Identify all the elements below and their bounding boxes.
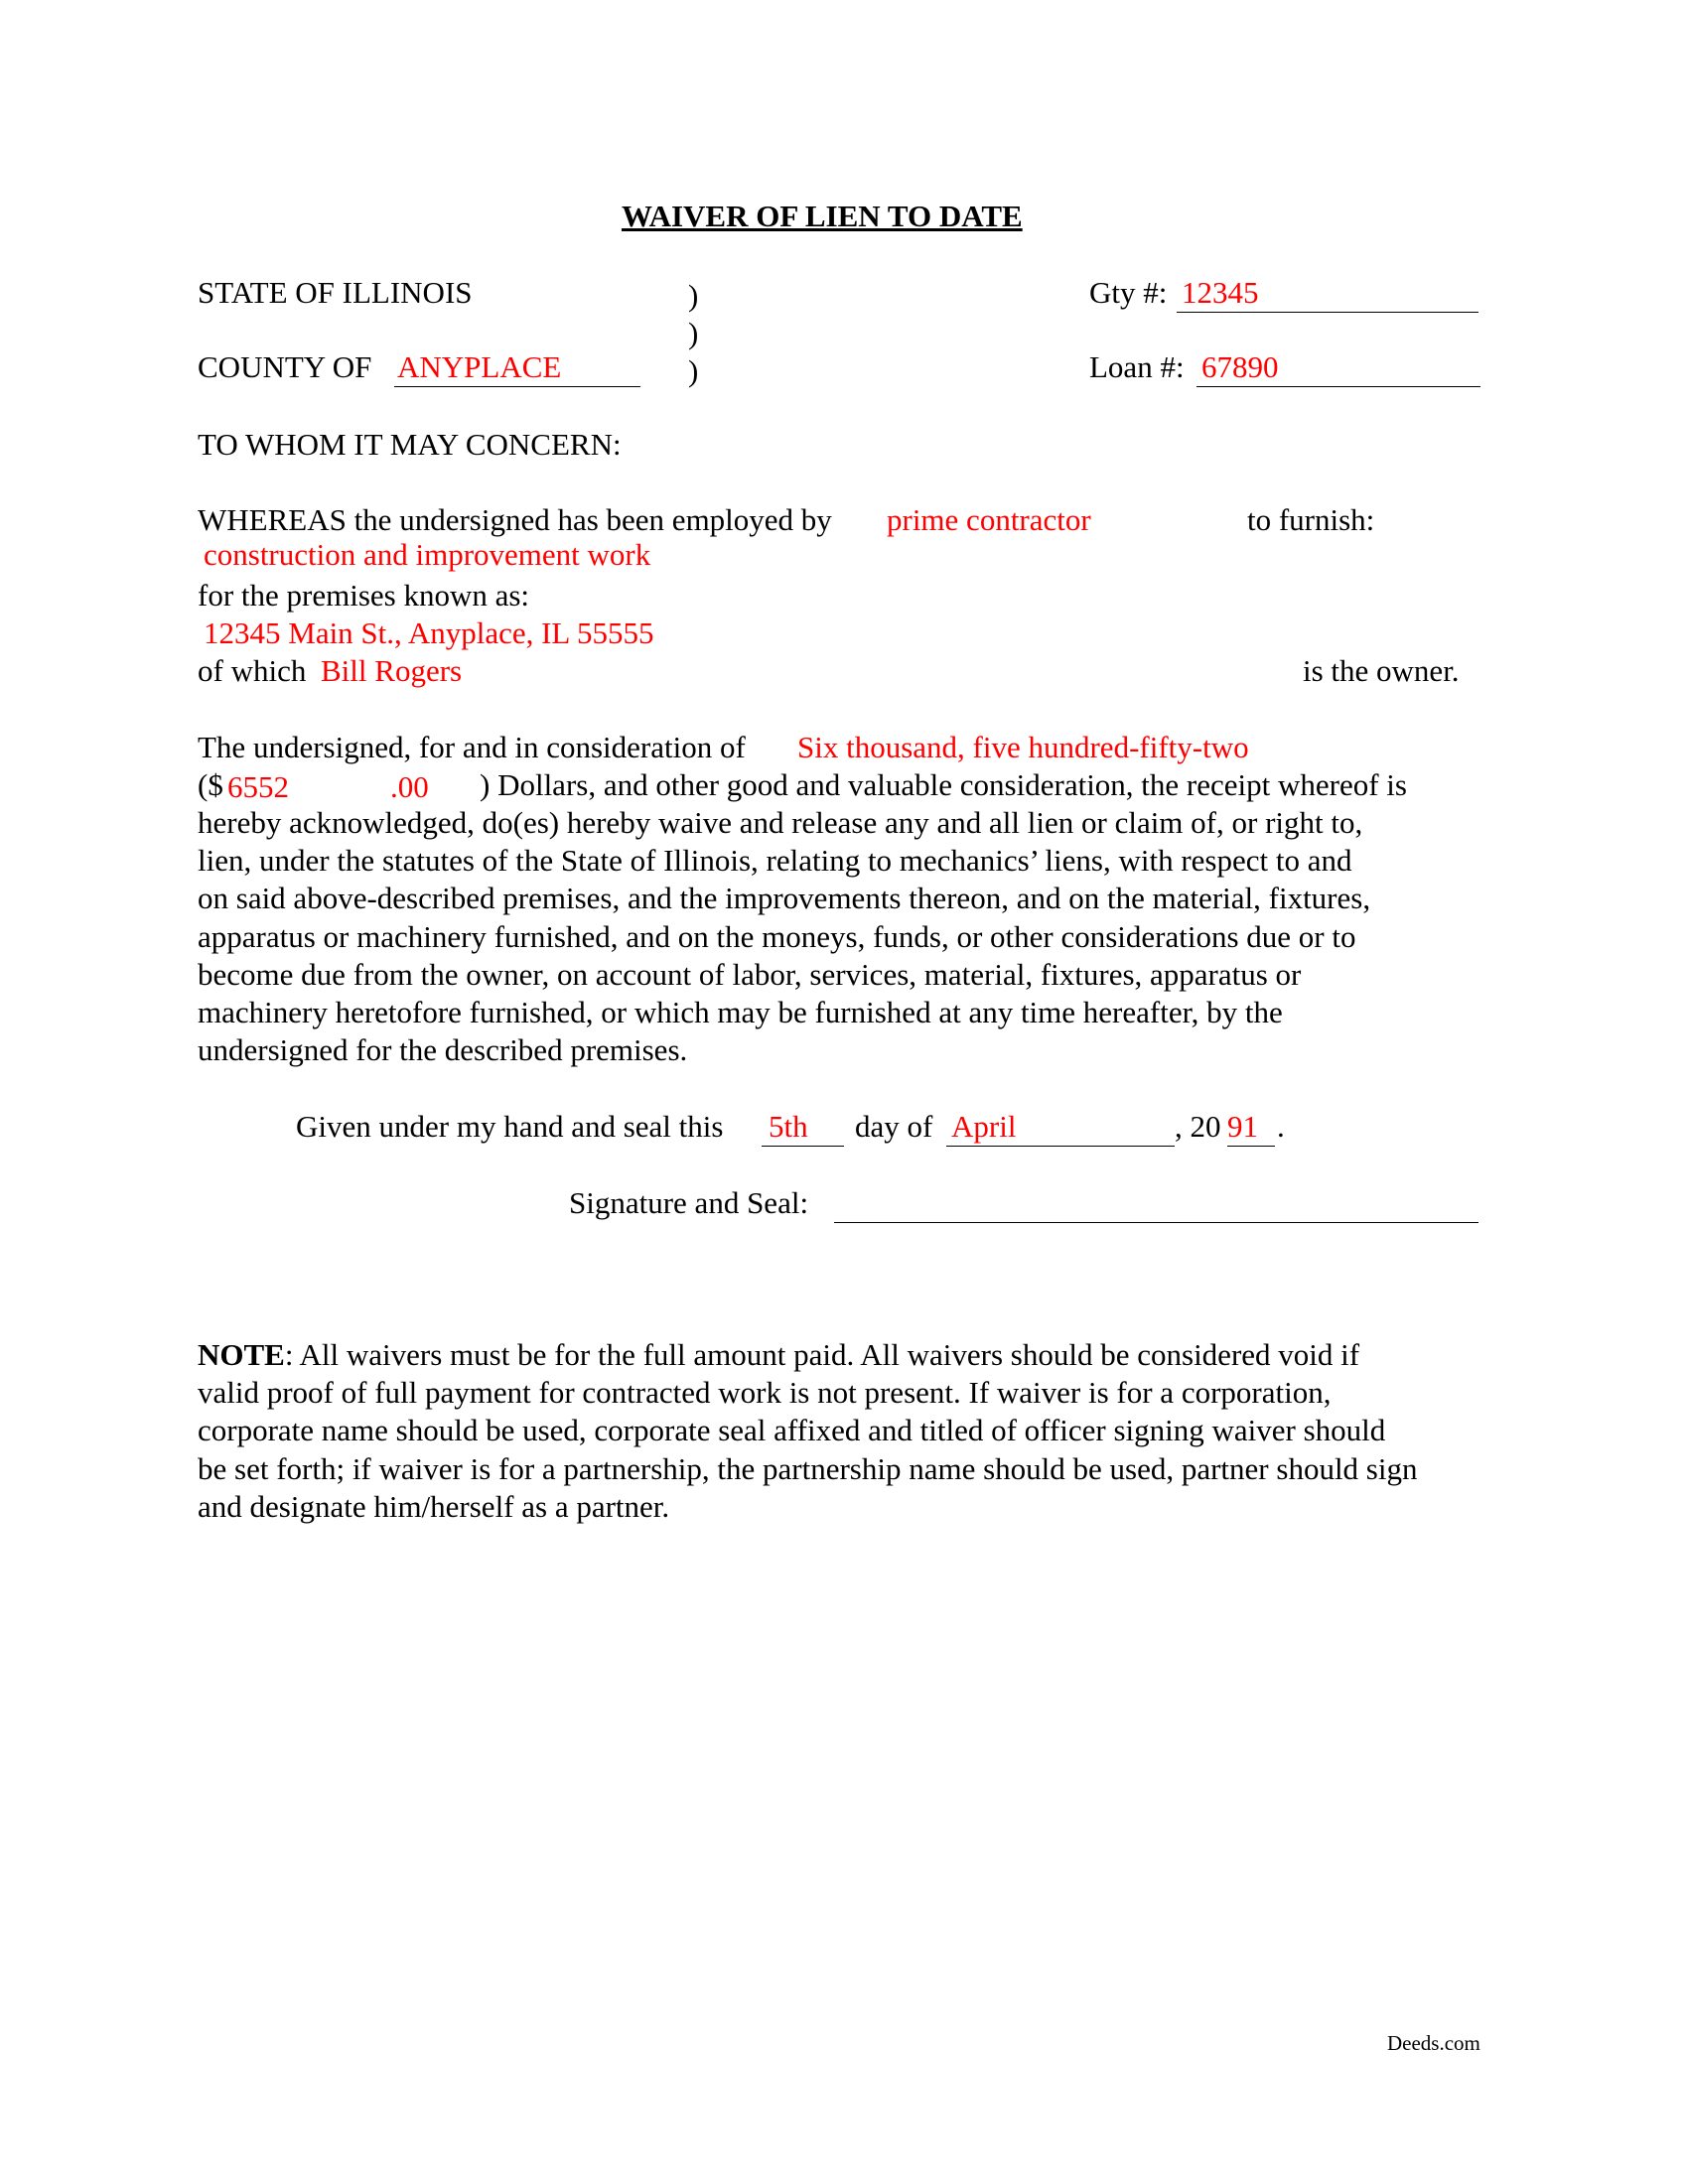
body-line: lien, under the statutes of the State of Illinois, relating to mechanics’ liens, with respect to and xyxy=(198,843,1352,879)
period: . xyxy=(1277,1109,1285,1144)
year-value: 91 xyxy=(1227,1109,1258,1144)
body-paragraph xyxy=(198,804,1498,1069)
body-line: become due from the owner, on account of labor, services, material, fixtures, apparatus or xyxy=(198,956,1302,992)
county-label: COUNTY OF xyxy=(198,349,372,384)
year-field[interactable] xyxy=(1227,1108,1275,1147)
amount-words-value[interactable]: Six thousand, five hundred-fifty-two xyxy=(797,730,1249,764)
month-field[interactable] xyxy=(946,1108,1175,1147)
body-line: hereby acknowledged, do(es) hereby waive and release any and all lien or claim of, or right to, xyxy=(198,805,1363,840)
month-value: April xyxy=(951,1109,1017,1144)
bracket-3: ) xyxy=(688,353,699,388)
whereas-text: WHEREAS the undersigned has been employed by xyxy=(198,502,832,537)
to-furnish-text: to furnish: xyxy=(1247,502,1375,537)
day-field[interactable] xyxy=(762,1108,844,1147)
amount-dollars-value[interactable]: 6552 xyxy=(227,769,289,804)
salutation: TO WHOM IT MAY CONCERN: xyxy=(198,427,622,462)
body-line: apparatus or machinery furnished, and on the moneys, funds, or other considerations due or to xyxy=(198,918,1356,954)
day-of-text: day of xyxy=(855,1109,933,1144)
gty-label: Gty #: xyxy=(1089,275,1168,310)
owner-value[interactable]: Bill Rogers xyxy=(321,653,463,688)
county-value: ANYPLACE xyxy=(397,349,562,384)
signature-label: Signature and Seal: xyxy=(569,1185,809,1220)
bracket-2: ) xyxy=(688,316,699,350)
note-line: valid proof of full payment for contracted work is not present. If waiver is for a corporation, xyxy=(198,1375,1332,1411)
note-paragraph xyxy=(198,1336,1484,1526)
given-text: Given under my hand and seal this xyxy=(296,1109,724,1144)
consideration-text: The undersigned, for and in consideration of xyxy=(198,730,746,764)
signature-line[interactable] xyxy=(834,1184,1478,1223)
premises-value[interactable]: 12345 Main St., Anyplace, IL 55555 xyxy=(204,615,654,650)
note-line: be set forth; if waiver is for a partnership, the partnership name should be used, partner should sign xyxy=(198,1450,1418,1486)
footer-brand[interactable]: Deeds.com xyxy=(1387,2031,1480,2055)
note-label: NOTE xyxy=(198,1337,285,1372)
day-value: 5th xyxy=(769,1109,808,1144)
premises-label: for the premises known as: xyxy=(198,578,530,613)
note-line: and designate him/herself as a partner. xyxy=(198,1488,670,1524)
note-line xyxy=(198,1336,1484,1374)
employer-value[interactable]: prime contractor xyxy=(887,502,1091,537)
document-title: WAIVER OF LIEN TO DATE xyxy=(622,199,1023,233)
loan-label: Loan #: xyxy=(1089,349,1185,384)
loan-field[interactable] xyxy=(1196,348,1480,387)
of-which-text: of which xyxy=(198,653,307,688)
body-line: on said above-described premises, and the improvements thereon, and on the material, fixtures, xyxy=(198,881,1371,916)
county-field[interactable] xyxy=(394,348,640,387)
work-value[interactable]: construction and improvement work xyxy=(204,537,651,572)
gty-value: 12345 xyxy=(1182,275,1259,310)
loan-value: 67890 xyxy=(1201,349,1279,384)
dollar-open: ($ xyxy=(198,767,223,802)
state-label: STATE OF ILLINOIS xyxy=(198,275,473,310)
year-prefix: , 20 xyxy=(1175,1109,1221,1144)
note-line: corporate name should be used, corporate seal affixed and titled of officer signing waiver should xyxy=(198,1413,1386,1448)
bracket-1: ) xyxy=(688,278,699,313)
body-first-line: ) Dollars, and other good and valuable consideration, the receipt whereof is xyxy=(480,767,1407,802)
amount-cents-value[interactable]: .00 xyxy=(390,769,429,804)
body-line: undersigned for the described premises. xyxy=(198,1032,688,1068)
is-owner-text: is the owner. xyxy=(1303,653,1460,688)
note-text: : All waivers must be for the full amount paid. All waivers should be considered void if xyxy=(284,1337,1360,1372)
body-line: machinery heretofore furnished, or which may be furnished at any time hereafter, by the xyxy=(198,995,1283,1030)
gty-field[interactable] xyxy=(1177,274,1478,313)
